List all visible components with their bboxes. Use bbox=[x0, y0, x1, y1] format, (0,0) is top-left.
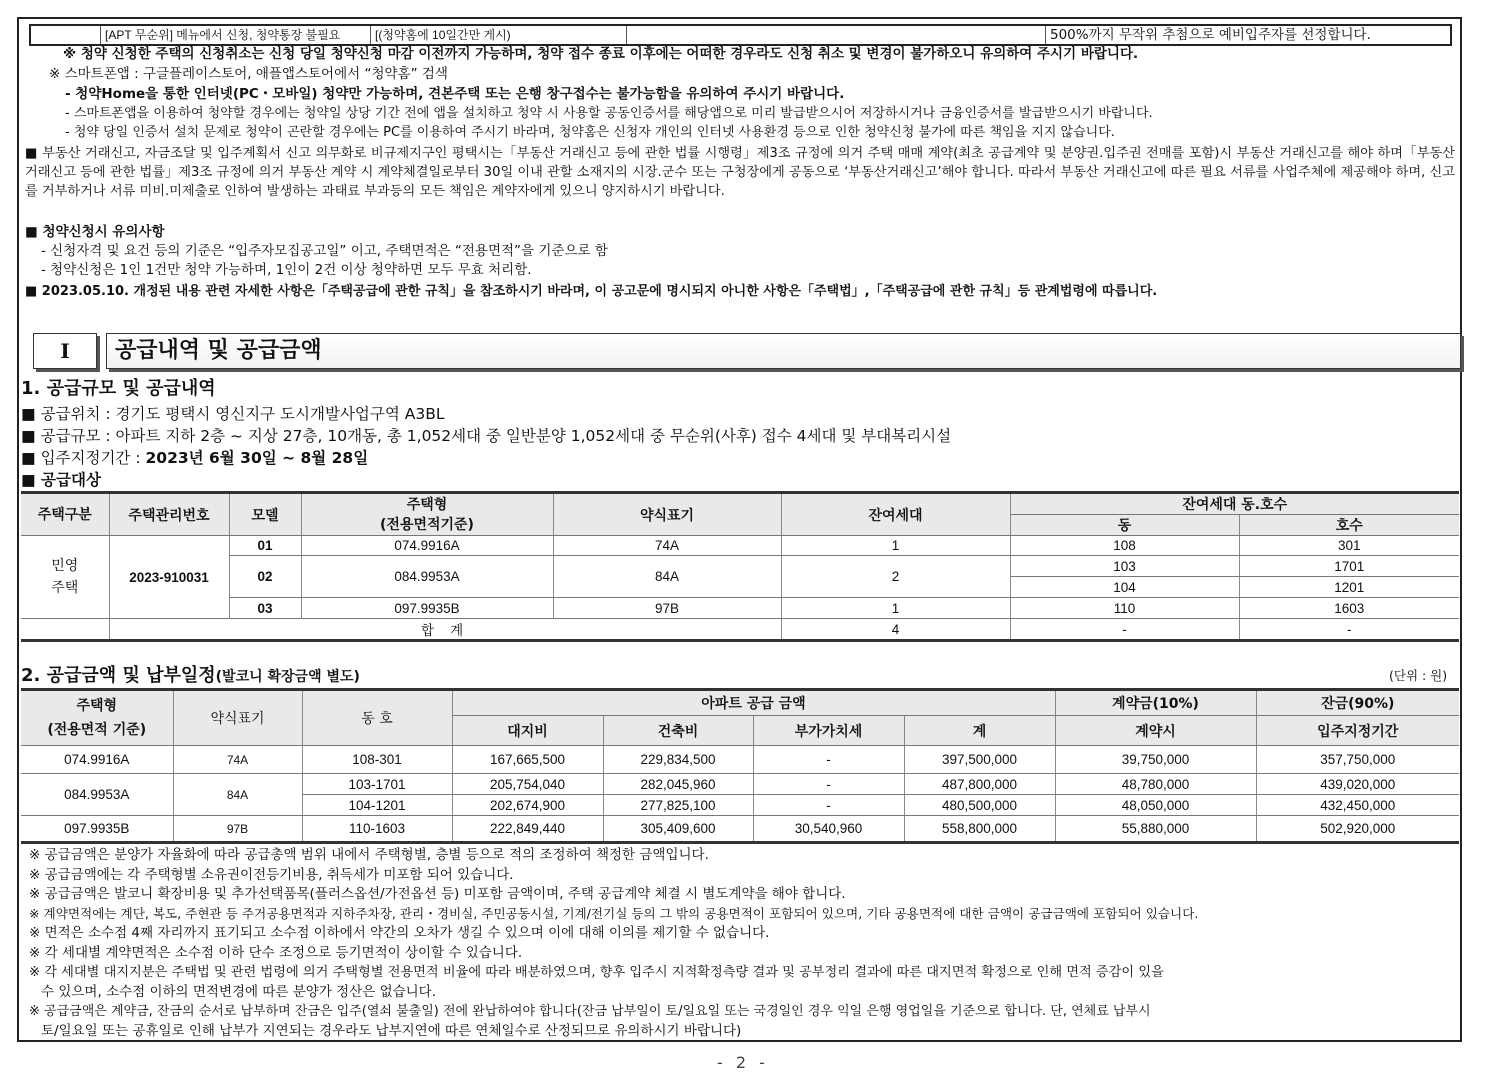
supply-heading: 1. 공급규모 및 공급내역 bbox=[21, 378, 216, 399]
th2-short: 약식표기 bbox=[173, 690, 302, 746]
footnote-8-cont: 토/일요일 또는 공휴일로 인해 납부가 지연되는 경우라도 납부지연에 따른 연체일수로 산정되므로 유의하시기 바랍니다) bbox=[41, 1023, 742, 1039]
th-housing-sub: (전용면적기준) bbox=[380, 516, 474, 533]
cell-house-type: 민영주택 bbox=[21, 536, 109, 619]
cell-ho: 301 bbox=[1239, 536, 1459, 556]
th2-deposit-sub: 계약시 bbox=[1055, 716, 1256, 746]
cell-sum: 397,500,000 bbox=[904, 746, 1055, 774]
table-row bbox=[21, 816, 1459, 843]
section-title: 공급내역 및 공급금액 bbox=[106, 333, 1461, 369]
th-remain: 잔여세대 bbox=[781, 493, 1010, 536]
cell-mgmt-no: 2023-910031 bbox=[109, 536, 229, 619]
price-heading-text: 2. 공급금액 및 납부일정 bbox=[21, 665, 216, 686]
cell-total-remain: 4 bbox=[781, 619, 1010, 641]
cell-remain: 1 bbox=[781, 598, 1010, 619]
supply-price-table bbox=[21, 688, 1459, 844]
cell-housing: 084.9953A bbox=[301, 556, 553, 598]
cell-land: 167,665,500 bbox=[452, 746, 603, 774]
cell-housing: 074.9916A bbox=[21, 746, 173, 774]
section-number: I bbox=[33, 333, 97, 369]
caution-item-2: - 청약신청은 1인 1건만 청약 가능하며, 1인이 2건 이상 청약하면 모두 무효 처리함. bbox=[41, 262, 532, 278]
caution-title: ■ 청약신청시 유의사항 bbox=[25, 224, 165, 240]
th-house-type: 주택구분 bbox=[21, 493, 109, 536]
cell-balance: 502,920,000 bbox=[1256, 816, 1459, 843]
document-page bbox=[17, 17, 1462, 1042]
notice-sub-3: - 청약 당일 인증서 설치 문제로 청약이 곤란할 경우에는 PC를 이용하여 주시기 바라며, 청약홈은 신청자 개인의 인터넷 사용환경 등으로 인한 청약신청 불가에 따른 책임을 지지 않습니다. bbox=[65, 125, 1115, 140]
cell-short: 97B bbox=[173, 816, 302, 843]
top-box-cell-reserve: 500%까지 무작위 추첨으로 예비입주자를 선정합니다. bbox=[1050, 27, 1371, 43]
th2-apt: 아파트 공급 금액 bbox=[452, 690, 1055, 716]
price-heading bbox=[21, 664, 360, 689]
footnote-5: ※ 면적은 소수점 4째 자리까지 표기되고 소수점 이하에서 약간의 오차가 생길 수 있으며 이에 대해 이의를 제기할 수 없습니다. bbox=[29, 925, 770, 941]
cell-deposit: 48,780,000 bbox=[1055, 774, 1256, 795]
top-box-cell-menu: [APT 무순위] 메뉴에서 신청, 청약통장 불필요 bbox=[101, 26, 371, 44]
cell-ho: 1603 bbox=[1239, 598, 1459, 619]
cell-deposit: 39,750,000 bbox=[1055, 746, 1256, 774]
cell-balance: 432,450,000 bbox=[1256, 795, 1459, 816]
cell-building: 305,409,600 bbox=[603, 816, 753, 843]
table-row bbox=[21, 746, 1459, 774]
th2-deposit: 계약금(10%) bbox=[1055, 690, 1256, 716]
footnote-8: ※ 공급금액은 계약금, 잔금의 순서로 납부하며 잔금은 입주(열쇠 불출일) 전에 완납하여야 합니다(잔금 납부일이 토/일요일 또는 국경일인 경우 익일 은행 영업일을 기준으로 합니다. 단, 연체료 납부시 bbox=[29, 1004, 1151, 1019]
price-heading-sub: (발코니 확장금액 별도) bbox=[215, 669, 360, 685]
table-row bbox=[21, 598, 1459, 619]
supply-period bbox=[21, 447, 368, 469]
th2-unit: 동 호 bbox=[302, 690, 452, 746]
cell-model: 03 bbox=[229, 598, 301, 619]
cell-housing: 074.9916A bbox=[301, 536, 553, 556]
cell-dong: 108 bbox=[1010, 536, 1239, 556]
cell-sum: 558,800,000 bbox=[904, 816, 1055, 843]
cell-sum: 487,800,000 bbox=[904, 774, 1055, 795]
th2-balance-sub: 입주지정기간 bbox=[1256, 716, 1459, 746]
th-housing-label: 주택형 bbox=[406, 496, 448, 513]
cell-deposit: 48,050,000 bbox=[1055, 795, 1256, 816]
th-dong: 동 bbox=[1010, 515, 1239, 536]
th2-housing-sub: (전용면적 기준) bbox=[47, 722, 147, 738]
footnote-2: ※ 공급금액에는 각 주택형별 소유권이전등기비용, 취득세가 미포함 되어 있습니다. bbox=[29, 867, 514, 883]
th2-sum: 계 bbox=[904, 716, 1055, 746]
cell-building: 229,834,500 bbox=[603, 746, 753, 774]
th2-building: 건축비 bbox=[603, 716, 753, 746]
cell-short: 97B bbox=[553, 598, 781, 619]
cell-total-label: 합 계 bbox=[109, 619, 781, 641]
cell-remain: 1 bbox=[781, 536, 1010, 556]
th-model: 모델 bbox=[229, 493, 301, 536]
cell-unit: 108-301 bbox=[302, 746, 452, 774]
th2-land: 대지비 bbox=[452, 716, 603, 746]
cell-dong: 104 bbox=[1010, 577, 1239, 598]
caution-item-1: - 신청자격 및 요건 등의 기준은 “입주자모집공고일” 이고, 주택면적은 “전용면적”을 기준으로 함 bbox=[41, 243, 608, 259]
notice-revision: ■ 2023.05.10. 개정된 내용 관련 자세한 사항은「주택공급에 관한 규칙」을 참조하시기 바라며, 이 공고문에 명시되지 아니한 사항은「주택법」,「주택공급에 관한 규칙」등 관계법령에 따릅니다. bbox=[25, 284, 1158, 299]
th2-balance: 잔금(90%) bbox=[1256, 690, 1459, 716]
top-info-box bbox=[29, 24, 1452, 46]
cell-vat: - bbox=[753, 795, 904, 816]
top-box-empty-cell bbox=[31, 26, 101, 44]
cell-dong: 110 bbox=[1010, 598, 1239, 619]
supply-period-value: 2023년 6월 30일 ~ 8월 28일 bbox=[145, 449, 369, 467]
price-unit: (단위 : 원) bbox=[1389, 668, 1448, 683]
table-row bbox=[21, 556, 1459, 577]
cell-vat: 30,540,960 bbox=[753, 816, 904, 843]
cell-short: 74A bbox=[173, 746, 302, 774]
cell-short: 84A bbox=[553, 556, 781, 598]
th-short: 약식표기 bbox=[553, 493, 781, 536]
top-box-empty-cell-2 bbox=[627, 26, 1046, 44]
notice-smartphone-text: ※ 스마트폰앱 : 구글플레이스토어, 애플앱스토어에서 “청약홈” 검색 bbox=[49, 66, 448, 82]
top-box-cell-notice: [(청약홈에 10일간만 게시) bbox=[371, 26, 627, 44]
cell-total-ho: - bbox=[1239, 619, 1459, 641]
th2-housing bbox=[21, 690, 173, 746]
cell-building: 277,825,100 bbox=[603, 795, 753, 816]
notice-sub-1: - 청약Home을 통한 인터넷(PC・모바일) 청약만 가능하며, 견본주택 또는 은행 창구접수는 불가능함을 유의하여 주시기 바랍니다. bbox=[65, 86, 845, 102]
notice-smartphone bbox=[49, 65, 448, 84]
cell-model: 01 bbox=[229, 536, 301, 556]
cell-dong: 103 bbox=[1010, 556, 1239, 577]
th-ho: 호수 bbox=[1239, 515, 1459, 536]
supply-target-table bbox=[21, 491, 1459, 642]
supply-location: ■ 공급위치 : 경기도 평택시 영신지구 도시개발사업구역 A3BL bbox=[21, 405, 445, 423]
supply-target: ■ 공급대상 bbox=[21, 471, 101, 489]
cell-land: 202,674,900 bbox=[452, 795, 603, 816]
footnote-3: ※ 공급금액은 발코니 확장비용 및 추가선택품목(플러스옵션/가전옵션 등) 미포함 금액이며, 주택 공급계약 체결 시 별도계약을 해야 합니다. bbox=[29, 886, 846, 902]
supply-period-label: ■ 입주지정기간 : bbox=[21, 449, 146, 467]
cell-short: 84A bbox=[173, 774, 302, 816]
cell-balance: 439,020,000 bbox=[1256, 774, 1459, 795]
cell-unit: 104-1201 bbox=[302, 795, 452, 816]
cell-remain: 2 bbox=[781, 556, 1010, 598]
cell-ho: 1701 bbox=[1239, 556, 1459, 577]
cell-deposit: 55,880,000 bbox=[1055, 816, 1256, 843]
cell-land: 222,849,440 bbox=[452, 816, 603, 843]
page-number: - 2 - bbox=[717, 1053, 769, 1072]
notice-realestate: ■ 부동산 거래신고, 자금조달 및 입주계획서 신고 의무화로 비규제지구인 평택시는「부동산 거래신고 등에 관한 법률 시행령」제3조 규정에 의거 주택 매매 계약(최초 공급계약 및 분양권.입주권 전매를 포함)시 부동산 거래신고를 해야 하며「부동산 거래신고 등에 관한 법률」제3조 규정에 의거 부동산 계약 시 계약체결일로부터 30일 이내 관할 소재지의 시장.군수 또는 구청장에게 공동으로 ‘부동산거래신고’해야 합니다. 따라서 부동산 거래신고에 따른 필요 서류를 사업주체에 제공해야 하며, 신고를 거부하거나 서류 미비.미제출로 인하여 발생하는 과태료 부과등의 모든 책임은 계약자에게 있으니 양지하시기 바랍니다. bbox=[25, 146, 1455, 199]
cell-vat: - bbox=[753, 746, 904, 774]
cell-building: 282,045,960 bbox=[603, 774, 753, 795]
cell-unit: 103-1701 bbox=[302, 774, 452, 795]
cell-sum: 480,500,000 bbox=[904, 795, 1055, 816]
cell-total-dong: - bbox=[1010, 619, 1239, 641]
cell-balance: 357,750,000 bbox=[1256, 746, 1459, 774]
notice-sub-2: - 스마트폰앱을 이용하여 청약할 경우에는 청약일 상당 기간 전에 앱을 설치하고 청약 시 사용할 공동인증서를 해당앱으로 미리 발급받으시어 저장하시거나 금융인증서를 발급받으시기 바랍니다. bbox=[65, 106, 1153, 121]
footnote-1: ※ 공급금액은 분양가 자율화에 따라 공급총액 범위 내에서 주택형별, 층별 등으로 적의 조정하여 책정한 금액입니다. bbox=[29, 847, 709, 863]
table-total-row bbox=[21, 619, 1459, 641]
cell-model: 02 bbox=[229, 556, 301, 598]
footnote-7: ※ 각 세대별 대지지분은 주택법 및 관련 법령에 의거 주택형별 전용면적 비율에 따라 배분하였으며, 향후 입주시 지적확정측량 결과 및 공부정리 결과에 따른 대지면적 확정으로 인해 면적 증감이 있을 bbox=[29, 965, 1164, 980]
th-housing bbox=[301, 493, 553, 536]
cell-housing: 084.9953A bbox=[21, 774, 173, 816]
cell-housing: 097.9935B bbox=[301, 598, 553, 619]
cell-housing: 097.9935B bbox=[21, 816, 173, 843]
cell-ho: 1201 bbox=[1239, 577, 1459, 598]
cell-land: 205,754,040 bbox=[452, 774, 603, 795]
notice-cancel: ※ 청약 신청한 주택의 신청취소는 신청 당일 청약신청 마감 이전까지 가능하며, 청약 접수 종료 이후에는 어떠한 경우라도 신청 취소 및 변경이 불가하오니 유의하여 주시기 바랍니다. bbox=[63, 46, 1139, 62]
footnote-4: ※ 계약면적에는 계단, 복도, 주현관 등 주거공용면적과 지하주차장, 관리・경비실, 주민공동시설, 기계/전기실 등의 그 밖의 공용면적이 포함되어 있으며, 기타 공용면적에 대한 금액이 공급금액에 포함되어 있습니다. bbox=[29, 906, 1199, 921]
th2-vat: 부가가치세 bbox=[753, 716, 904, 746]
cell-empty bbox=[21, 619, 109, 641]
cell-unit: 110-1603 bbox=[302, 816, 452, 843]
footnote-6: ※ 각 세대별 계약면적은 소수점 이하 단수 조정으로 등기면적이 상이할 수 있습니다. bbox=[29, 945, 523, 961]
cell-vat: - bbox=[753, 774, 904, 795]
cell-short: 74A bbox=[553, 536, 781, 556]
footnote-7-cont: 수 있으며, 소수점 이하의 면적변경에 따른 분양가 정산은 없습니다. bbox=[41, 984, 437, 1000]
th-mgmt-no: 주택관리번호 bbox=[109, 493, 229, 536]
supply-scale: ■ 공급규모 : 아파트 지하 2층 ~ 지상 27층, 10개동, 총 1,052세대 중 일반분양 1,052세대 중 무순위(사후) 접수 4세대 및 부대복리시설 bbox=[21, 427, 952, 445]
table-row bbox=[21, 536, 1459, 556]
table-row bbox=[21, 774, 1459, 795]
th-remain-unit: 잔여세대 동.호수 bbox=[1010, 493, 1459, 515]
th2-housing-label: 주택형 bbox=[76, 698, 118, 714]
